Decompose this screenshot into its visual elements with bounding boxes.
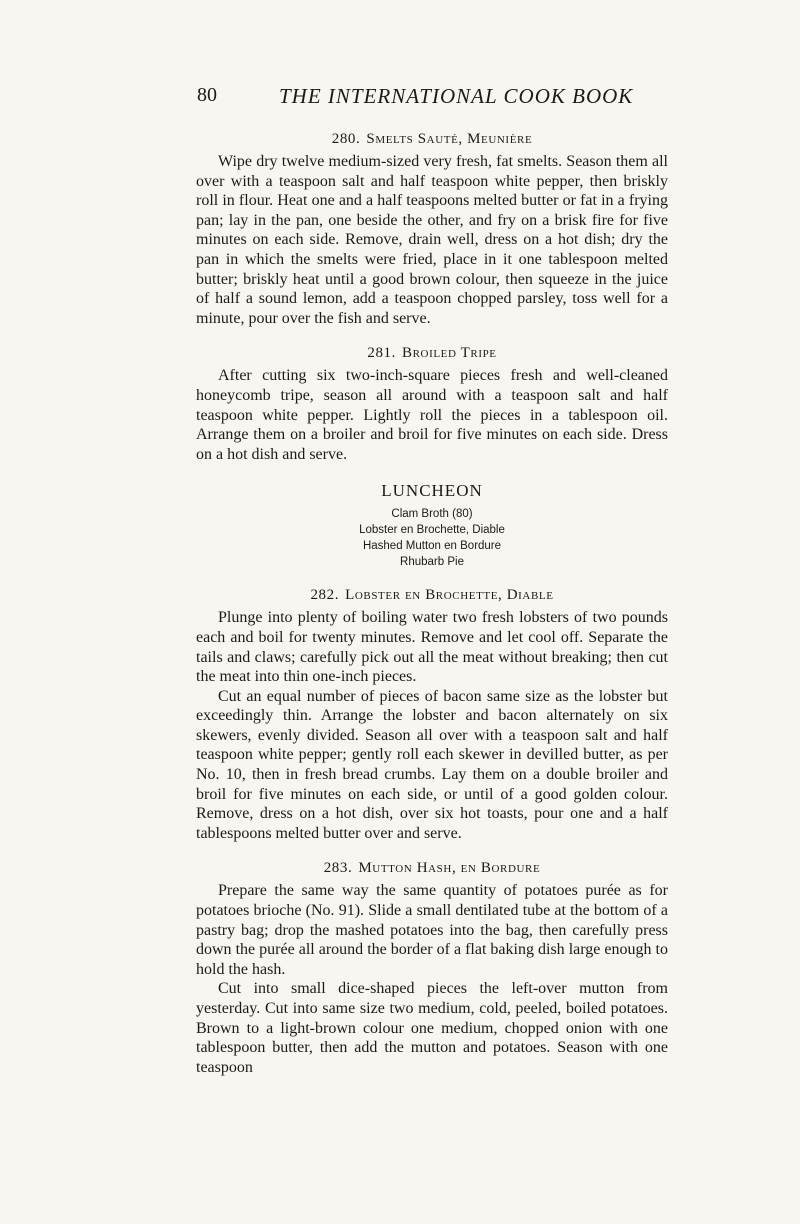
menu-item: Clam Broth (80) (391, 508, 473, 521)
recipe-heading (196, 340, 668, 366)
page-header (197, 84, 667, 116)
luncheon-menu (196, 476, 668, 570)
recipe-number: 282. (310, 587, 340, 604)
recipe-title: Lobster en Brochette, Diable (345, 587, 554, 604)
running-title: THE INTERNATIONAL COOK BOOK (279, 84, 634, 108)
recipe-title: Mutton Hash, en Bordure (358, 860, 541, 877)
menu-title: LUNCHEON (381, 481, 483, 501)
page-body (196, 126, 668, 1089)
recipe-paragraph: After cutting six two-inch-square pieces fresh and well-cleaned honeycomb tripe, season all around with a teaspoon salt and half teaspoon white pepper. Lightly roll the pieces in a tablespoon oil. Arrange them on a broiler and broil for five minutes on each side. Dress on a hot dish and serve. (196, 367, 668, 463)
recipe-heading (196, 126, 668, 152)
recipe-number: 283. (323, 860, 353, 877)
recipe-paragraph: Prepare the same way the same quantity of potatoes purée as for potatoes brioche (No. 91). Slide a small dentilated tube at the bottom of a pastry bag; drop the mashed potatoes into the bag, then carefully press down the purée all around the border of a flat baking dish large enough to hold the hash. (196, 882, 668, 978)
menu-item: Rhubarb Pie (400, 556, 464, 569)
recipe-282 (196, 582, 668, 843)
recipe-number: 280. (331, 131, 361, 147)
recipe-number: 281. (367, 345, 397, 362)
recipe-title: Broiled Tripe (402, 345, 497, 362)
recipe-heading (196, 582, 668, 608)
recipe-281 (196, 340, 668, 464)
recipe-heading (196, 855, 668, 881)
page-number: 80 (197, 84, 217, 106)
menu-item: Hashed Mutton en Bordure (362, 540, 502, 553)
recipe-paragraph: Wipe dry twelve medium-sized very fresh, fat smelts. Season them all over with a teaspoon salt and half teaspoon white pepper, then briskly roll in flour. Heat one and a half teaspoons melted butter or fat in a frying pan; lay in the pan, one beside the other, and fry on a brisk fire for five minutes on each side. Remove, drain well, dress on a hot dish; dry the pan in which the smelts were fried, place in it one tablespoon melted butter; briskly heat until a good brown colour, then squeeze in the juice of half a sound lemon, add a teaspoon chopped parsley, toss well for a minute, pour over the fish and serve. (196, 153, 668, 327)
recipe-paragraph: Cut an equal number of pieces of bacon same size as the lobster but exceedingly thin. Arrange the lobster and bacon alternately on six skewers, evenly divided. Season all over with a teaspoon salt and half teaspoon white pepper; gently roll each skewer in devilled butter, as per No. 10, then in fresh bread crumbs. Lay them on a double broiler and broil for five minutes on each side, or until of a good golden colour. Remove, dress on a hot dish, over six hot toasts, pour one and a half tablespoons melted butter over and serve. (196, 687, 668, 842)
recipe-280 (196, 126, 668, 328)
recipe-title: Smelts Sauté, Meunière (366, 131, 533, 147)
recipe-283 (196, 855, 668, 1077)
menu-items (196, 506, 668, 570)
menu-item: Lobster en Brochette, Diable (359, 524, 505, 537)
recipe-paragraph: Plunge into plenty of boiling water two fresh lobsters of two pounds each and boil for twenty minutes. Remove and let cool off. Separate the tails and claws; carefully pick out all the meat without breaking; then cut the meat into thin one-inch pieces. (196, 609, 668, 686)
recipe-paragraph: Cut into small dice-shaped pieces the left-over mutton from yesterday. Cut into same size two medium, cold, peeled, boiled potatoes. Brown to a light-brown colour one medium, chopped onion with one tablespoon butter, then add the mutton and potatoes. Season with one teaspoon (196, 980, 668, 1076)
